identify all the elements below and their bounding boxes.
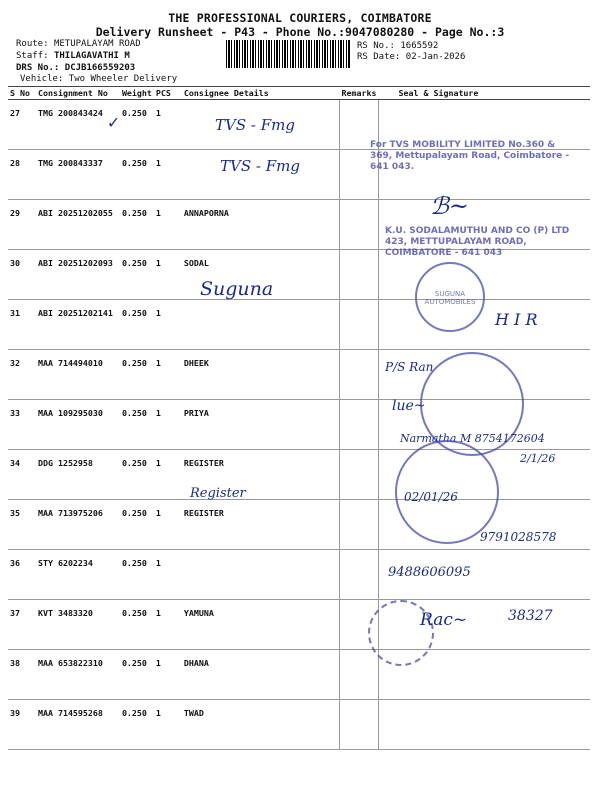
sodalamuthu-stamp: K.U. SODALAMUTHU AND CO (P) LTD 423, METTUPALAYAM ROAD, COIMBATORE - 641 043 [385,226,570,258]
handwritten-consignee-r28: TVS - Fmg [220,157,300,175]
signature-r36: 02/01/26 [404,490,458,504]
table-row: 36 STY 6202234 0.250 1 [8,550,590,600]
table-row: 27 TMG 200843424 0.250 1 [8,100,590,150]
suguna-round-stamp: SUGUNA AUTOMOBILES [415,262,485,332]
col-seal: Seal & Signature [379,87,591,100]
rs-date-line: RS Date: 02-Jan-2026 [357,52,466,62]
table-header-row [8,87,590,100]
signature-r38: 9488606095 [388,565,471,580]
number-r39: 38327 [508,608,553,624]
signature-r35: Narmatha M 8754172604 [400,432,545,445]
runsheet-title: Delivery Runsheet - P43 - Phone No.:9047080280 - Page No.:3 [95,25,505,39]
route-line: Route: METUPALAYAM ROAD [16,39,141,49]
tvs-stamp: For TVS MOBILITY LIMITED No.360 & 369, Mettupalayam Road, Coimbatore - 641 043. [370,140,570,172]
route-value: METUPALAYAM ROAD [53,39,141,49]
date-r35: 2/1/26 [520,452,556,465]
table-row: 28 TMG 200843337 0.250 1 [8,150,590,200]
rs-date-value: 02-Jan-2026 [405,52,466,62]
handwritten-consignee-r31: Suguna [200,278,274,300]
table-row: 38 MAA 653822310 0.250 1 DHANA [8,650,590,700]
drs-line: DRS No.: DCJB166559203 [16,63,136,73]
signature-r29: ℬ~ [430,192,469,220]
staff-line: Staff: THILAGAVATHI M [16,51,130,61]
handwritten-consignee-r27: TVS - Fmg [215,116,295,134]
table-row: 37 KVT 3483320 0.250 1 YAMUNA [8,600,590,650]
col-consignee: Consignee Details [182,87,340,100]
table-row: 35 MAA 713975206 0.250 1 REGISTER [8,500,590,550]
drs-value: DCJB166559203 [64,63,136,73]
signature-r39: Rac~ [420,610,468,630]
table-row: 34 DDG 1252958 0.250 1 REGISTER [8,450,590,500]
table-row: 39 MAA 714595268 0.250 1 TWAD [8,700,590,750]
col-remarks: Remarks [341,88,377,98]
col-pcs: PCS [154,87,182,100]
table-row: 29 ABI 20251202055 0.250 1 ANNAPORNA [8,200,590,250]
vehicle-value: Two Wheeler Delivery [68,74,178,84]
table-row: 31 ABI 20251202141 0.250 1 [8,300,590,350]
col-consignment: Consignment No [36,87,120,100]
signature-r34: lue~ [392,398,426,414]
staff-value: THILAGAVATHI M [53,51,130,61]
signature-r32: H I R [495,310,538,329]
barcode [226,40,351,68]
company-title: THE PROFESSIONAL COURIERS, COIMBATORE [168,11,432,25]
handwritten-consignee-r36: Register [190,486,246,501]
signature-r37: 9791028578 [480,530,557,544]
table-row: 33 MAA 109295030 0.250 1 PRIYA [8,400,590,450]
col-sno: S No [8,87,36,100]
table-row: 32 MAA 714494010 0.250 1 DHEEK [8,350,590,400]
table-row: 30 ABI 20251202093 0.250 1 SODAL [8,250,590,300]
vehicle-line: Vehicle: Two Wheeler Delivery [20,74,178,84]
signature-r33: P/S Ran [385,360,434,374]
check-mark-icon: ✓ [108,112,119,133]
rs-no-line: RS No.: 1665592 [357,41,439,51]
col-weight: Weight [121,88,152,98]
rs-no-value: 1665592 [400,41,439,51]
